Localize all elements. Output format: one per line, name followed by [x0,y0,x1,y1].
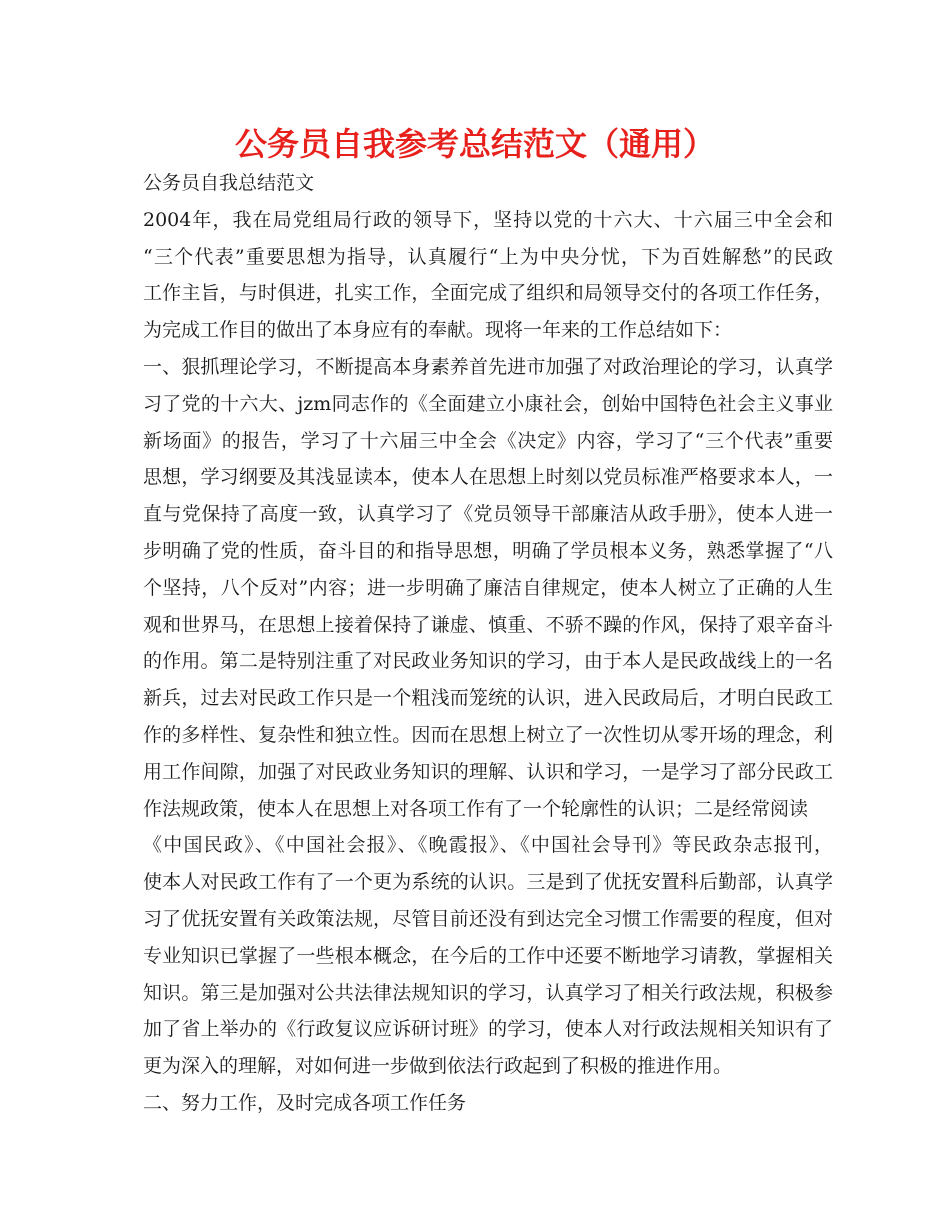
paragraph-line: 作的多样性、复杂性和独立性。因而在思想上树立了一次性切从零开场的理念，利 [143,723,833,746]
paragraph-line: 习了党的十六大、jzm同志作的《全面建立小康社会，创始中国特色社会主义事业 [143,392,833,415]
paragraph-line: 作法规政策，使本人在思想上对各项工作有了一个轮廓性的认识；二是经常阅读 [143,797,809,820]
paragraph-line: 为完成工作目的做出了本身应有的奉献。现将一年来的工作总结如下： [143,319,733,342]
paragraph-line: 的作用。第二是特别注重了对民政业务知识的学习，由于本人是民政战线上的一名 [143,650,833,673]
paragraph-line: 步明确了党的性质，奋斗目的和指导思想，明确了学员根本义务，熟悉掌握了“八 [143,539,833,562]
paragraph-line: 专业知识已掌握了一些根本概念，在今后的工作中还要不断地学习请教，掌握相关 [143,944,833,967]
paragraph-line: 一、狠抓理论学习，不断提高本身素养首先进市加强了对政治理论的学习，认真学 [143,355,833,378]
paragraph-line: 直与党保持了高度一致，认真学习了《党员领导干部廉洁从政手册》，使本人进一 [143,503,833,526]
paragraph-line: 观和世界马，在思想上接着保持了谦虚、慎重、不骄不躁的作风，保持了艰辛奋斗 [143,613,833,636]
paragraph-line: 更为深入的理解，对如何进一步做到依法行政起到了积极的推进作用。 [143,1055,733,1078]
paragraph-line: 工作主旨，与时俱进，扎实工作，全面完成了组织和局领导交付的各项工作任务， [143,282,833,305]
paragraph-line: 2004年，我在局党组局行政的领导下，坚持以党的十六大、十六届三中全会和 [143,208,833,231]
paragraph-line: 新兵，过去对民政工作只是一个粗浅而笼统的认识，进入民政局后，才明白民政工 [143,687,833,710]
paragraph-line: 个坚持，八个反对”内容；进一步明确了廉洁自律规定，使本人树立了正确的人生 [143,576,833,599]
paragraph-line: 《中国民政》、《中国社会报》、《晚霞报》、《中国社会导刊》等民政杂志报刊， [143,834,833,857]
paragraph-line: 新场面》的报告，学习了十六届三中全会《决定》内容，学习了“三个代表”重要 [143,429,833,452]
section-heading: 二、努力工作，及时完成各项工作任务 [143,1091,467,1114]
subtitle-line: 公务员自我总结范文 [143,172,315,194]
paragraph-line: 思想，学习纲要及其浅显读本，使本人在思想上时刻以党员标准严格要求本人，一 [143,466,833,489]
paragraph-line: 知识。第三是加强对公共法律法规知识的学习，认真学习了相关行政法规，积极参 [143,981,833,1004]
document-title: 公务员自我参考总结范文（通用） [234,125,715,163]
paragraph-line: 加了省上举办的《行政复议应诉研讨班》的学习，使本人对行政法规相关知识有了 [143,1018,833,1041]
paragraph-line: “三个代表”重要思想为指导，认真履行“上为中央分忧，下为百姓解愁”的民政 [143,245,833,268]
paragraph-line: 用工作间隙，加强了对民政业务知识的理解、认识和学习，一是学习了部分民政工 [143,760,833,783]
document-body [143,165,833,1122]
paragraph-line: 习了优抚安置有关政策法规，尽管目前还没有到达完全习惯工作需要的程度，但对 [143,907,833,930]
paragraph-line: 使本人对民政工作有了一个更为系统的认识。三是到了优抚安置科后勤部，认真学 [143,871,833,894]
